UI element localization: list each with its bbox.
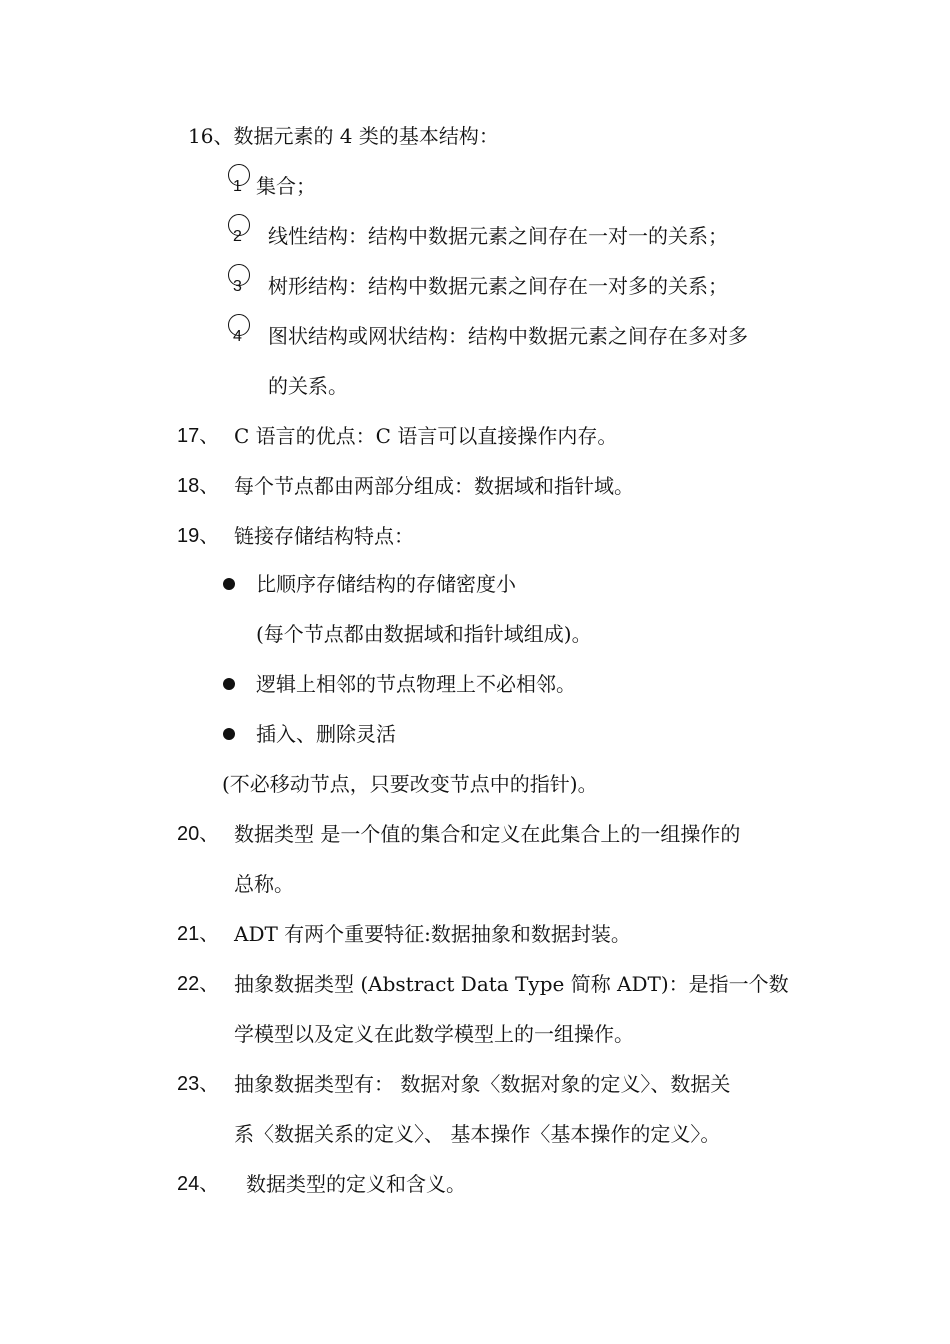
item-number: 18、: [177, 475, 220, 497]
sub-item-text: 线性结构：结构中数据元素之间存在一对一的关系；: [268, 224, 728, 248]
item-16-heading: 16、数据元素的 4 类的基本结构：: [188, 124, 499, 148]
circled-number: 3: [233, 278, 242, 295]
item-23-text-continued: 系〈数据关系的定义〉、 基本操作〈基本操作的定义〉。: [234, 1122, 721, 1146]
circled-number: 2: [233, 228, 242, 245]
item-number: 22、: [177, 973, 220, 995]
item-24-text: 数据类型的定义和含义。: [246, 1172, 466, 1196]
item-23-text: 抽象数据类型有： 数据对象〈数据对象的定义〉、数据关: [234, 1072, 731, 1096]
item-19-text: 链接存储结构特点：: [234, 524, 414, 548]
sub-item-text: 树形结构：结构中数据元素之间存在一对多的关系；: [268, 274, 728, 298]
bullet-icon: [223, 578, 235, 590]
bullet-text-continued: (不必移动节点，只要改变节点中的指针)。: [222, 772, 598, 796]
item-18-text: 每个节点都由两部分组成：数据域和指针域。: [234, 474, 634, 498]
item-22-text-continued: 学模型以及定义在此数学模型上的一组操作。: [234, 1022, 634, 1046]
sub-item-text: 集合；: [256, 174, 316, 198]
item-number: 20、: [177, 823, 220, 845]
bullet-text: 比顺序存储结构的存储密度小: [256, 572, 516, 596]
item-number: 24、: [177, 1173, 220, 1195]
item-number: 19、: [177, 525, 220, 547]
bullet-icon: [223, 678, 235, 690]
item-17-text: C 语言的优点：C 语言可以直接操作内存。: [234, 424, 618, 448]
bullet-text-continued: (每个节点都由数据域和指针域组成)。: [256, 622, 592, 646]
item-number: 17、: [177, 425, 220, 447]
item-number: 23、: [177, 1073, 220, 1095]
sub-item-text: 图状结构或网状结构：结构中数据元素之间存在多对多: [268, 324, 748, 348]
bullet-icon: [223, 728, 235, 740]
sub-item-text-continued: 的关系。: [268, 374, 348, 398]
bullet-text: 插入、删除灵活: [256, 722, 396, 746]
item-20-text-continued: 总称。: [234, 872, 294, 896]
item-21-text: ADT 有两个重要特征:数据抽象和数据封装。: [234, 922, 631, 946]
circled-number: 1: [233, 178, 242, 195]
item-22-text: 抽象数据类型 (Abstract Data Type 简称 ADT)：是指一个数: [234, 972, 789, 996]
circled-number: 4: [233, 328, 242, 345]
bullet-text: 逻辑上相邻的节点物理上不必相邻。: [256, 672, 576, 696]
item-20-text: 数据类型 是一个值的集合和定义在此集合上的一组操作的: [234, 822, 741, 846]
item-number: 21、: [177, 923, 220, 945]
